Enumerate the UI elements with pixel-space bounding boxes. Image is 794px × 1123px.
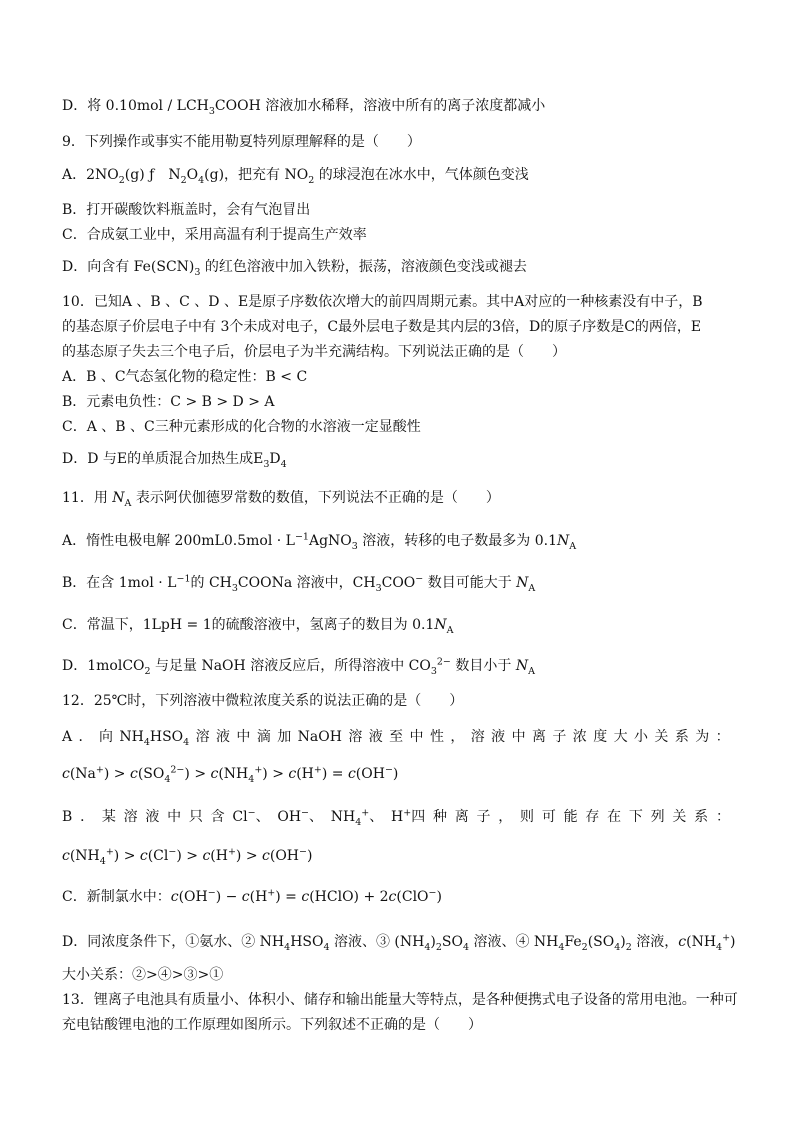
text-token: 含 xyxy=(210,809,225,825)
text-token: 种 xyxy=(432,809,447,825)
text-line: 大小关系：②>④>③>① xyxy=(62,967,224,983)
text-token: 大 xyxy=(613,729,628,745)
text-token: 溶 xyxy=(195,729,210,745)
text-line xyxy=(62,808,730,826)
text-line: 10．已知A 、B 、C 、D 、E是原子序数依次增大的前四周期元素。其中A对应的一种核素没有中子，B xyxy=(62,294,703,310)
text-token: 溶 xyxy=(348,729,363,745)
text-token: B xyxy=(62,809,73,825)
text-token: 液 xyxy=(491,729,506,745)
text-token: 下 xyxy=(628,809,643,825)
text-line: A．$2NO_2(g)$ ƒ $N_2O_4(g)$，把充有 $NO_2$ 的球浸泡在冰水中，气体颜色变浅 xyxy=(62,167,529,186)
text-token: ： xyxy=(715,729,730,745)
text-token: 中 xyxy=(236,729,251,745)
text-token: 中 xyxy=(167,809,182,825)
text-token: ， xyxy=(450,729,465,745)
text-token: ． xyxy=(78,729,93,745)
text-token: 滴 xyxy=(256,729,271,745)
text-token: $NH_4^+$、 xyxy=(330,807,384,828)
text-token: 离 xyxy=(454,809,469,825)
text-token: 溶 xyxy=(470,729,485,745)
text-token: 浓 xyxy=(572,729,587,745)
text-line: C．常温下，1LpH = 1的硫酸溶液中，氢离子的数目为 $0.1N_A$ xyxy=(62,617,454,636)
text-line: D．同浓度条件下，①氨水、② $NH_4HSO_4$ 溶液、③ $(NH_4)_2SO_4$ 溶液、④ $NH_4Fe_2(SO_4)_2$ 溶液，$c(NH_4^+)$ xyxy=(62,932,736,953)
text-line xyxy=(62,728,730,746)
text-token: 子 xyxy=(476,809,491,825)
text-token: $NH_4HSO_4$ xyxy=(119,729,190,748)
text-token: H+四 xyxy=(391,807,426,825)
text-token: ， xyxy=(498,809,513,825)
text-token: 关 xyxy=(654,729,669,745)
text-token: 液 xyxy=(216,729,230,745)
text-line: $c(Na^+) > c(SO_4^{2-}) > c(NH_4^+) > c(H^+) = c(OH^-)$ xyxy=(62,764,399,785)
text-token: 某 xyxy=(101,809,116,825)
text-token: 离 xyxy=(531,729,546,745)
text-line: B．在含 $1mol \cdot L^{-1}$的 $CH_3COONa$ 溶液中，$CH_3COO^-$ 数目可能大于 $N_A$ xyxy=(62,573,536,594)
text-token: 液 xyxy=(145,809,160,825)
text-token: 至 xyxy=(389,729,404,745)
text-line: 的基态原子价层电子中有 3个未成对电子，C最外层电子数是其内层的3倍，D的原子序数是C的两倍，E xyxy=(62,319,702,335)
text-line: C．A 、B 、C三种元素形成的化合物的水溶液一定显酸性 xyxy=(62,419,421,435)
text-token: 向 xyxy=(98,729,113,745)
text-token: NaOH xyxy=(297,729,342,745)
text-token: 只 xyxy=(188,809,203,825)
text-token: 中 xyxy=(511,729,526,745)
text-line: B．元素电负性：C > B > D > A xyxy=(62,394,275,410)
text-line: 的基态原子失去三个电子后，价层电子为半充满结构。下列说法正确的是（ ） xyxy=(62,344,566,360)
text-token: 可 xyxy=(541,809,556,825)
text-token: A xyxy=(62,729,73,745)
text-token: 关 xyxy=(672,809,687,825)
text-line: C．合成氨工业中，采用高温有利于提高生产效率 xyxy=(62,227,367,243)
text-token: 性 xyxy=(429,729,444,745)
text-token: 能 xyxy=(563,809,578,825)
text-line: D．将 $0.10mol / LCH_3COOH$ 溶液加水稀释，溶液中所有的离子浓度都减小 xyxy=(62,98,546,117)
text-token: 液 xyxy=(368,729,383,745)
text-token: 则 xyxy=(520,809,535,825)
text-token: 系 xyxy=(694,809,709,825)
text-token: Cl−、 xyxy=(232,807,270,825)
text-token: 子 xyxy=(552,729,567,745)
text-line: B．打开碳酸饮料瓶盖时，会有气泡冒出 xyxy=(62,202,311,218)
text-token: 列 xyxy=(650,809,665,825)
text-token: 在 xyxy=(607,809,622,825)
text-line: D．向含有 $Fe(SCN)_3$ 的红色溶液中加入铁粉，振荡，溶液颜色变浅或褪去 xyxy=(62,259,527,278)
text-line: 12．25℃时，下列溶液中微粒浓度关系的说法正确的是（ ） xyxy=(62,693,464,709)
text-line: A．B 、C气态氢化物的稳定性：B < C xyxy=(62,369,308,385)
text-token: 加 xyxy=(277,729,292,745)
text-token: 存 xyxy=(585,809,600,825)
text-line: D．1molCO$_2$ 与足量 NaOH 溶液反应后，所得溶液中 $CO_3^{2-}$ 数目小于 $N_A$ xyxy=(62,656,535,677)
text-line: 11．用 $N_A$ 表示阿伏伽德罗常数的数值，下列说法不正确的是（ ） xyxy=(62,490,500,509)
text-token: 度 xyxy=(593,729,608,745)
text-line: D．D 与E的单质混合加热生成$E_3D_4$ xyxy=(62,451,287,470)
text-line: $c(NH_4^+) > c(Cl^-) > c(H^+) > c(OH^-)$ xyxy=(62,846,313,867)
text-line: 9．下列操作或事实不能用勒夏特列原理解释的是（ ） xyxy=(62,134,421,150)
text-token: ． xyxy=(80,809,95,825)
text-token: OH−、 xyxy=(277,807,324,825)
text-token: 小 xyxy=(634,729,649,745)
text-token: 为 xyxy=(695,729,710,745)
text-token: 中 xyxy=(409,729,424,745)
text-line: A．惰性电极电解 $200mL0.5mol \cdot L^{-1}AgNO_3$ 溶液，转移的电子数最多为 $0.1N_A$ xyxy=(62,531,577,552)
text-line: C．新制氯水中：c(OH−) − c(H+) = c(HClO) + 2c(ClO−) xyxy=(62,887,442,905)
text-line: 13．锂离子电池具有质量小、体积小、储存和输出能量大等特点，是各种便携式电子设备的常用电池。一种可 xyxy=(62,992,738,1008)
text-line: 充电钴酸锂电池的工作原理如图所示。下列叙述不正确的是（ ） xyxy=(62,1017,482,1033)
text-token: 溶 xyxy=(123,809,138,825)
text-token: ： xyxy=(715,809,730,825)
text-token: 系 xyxy=(674,729,689,745)
